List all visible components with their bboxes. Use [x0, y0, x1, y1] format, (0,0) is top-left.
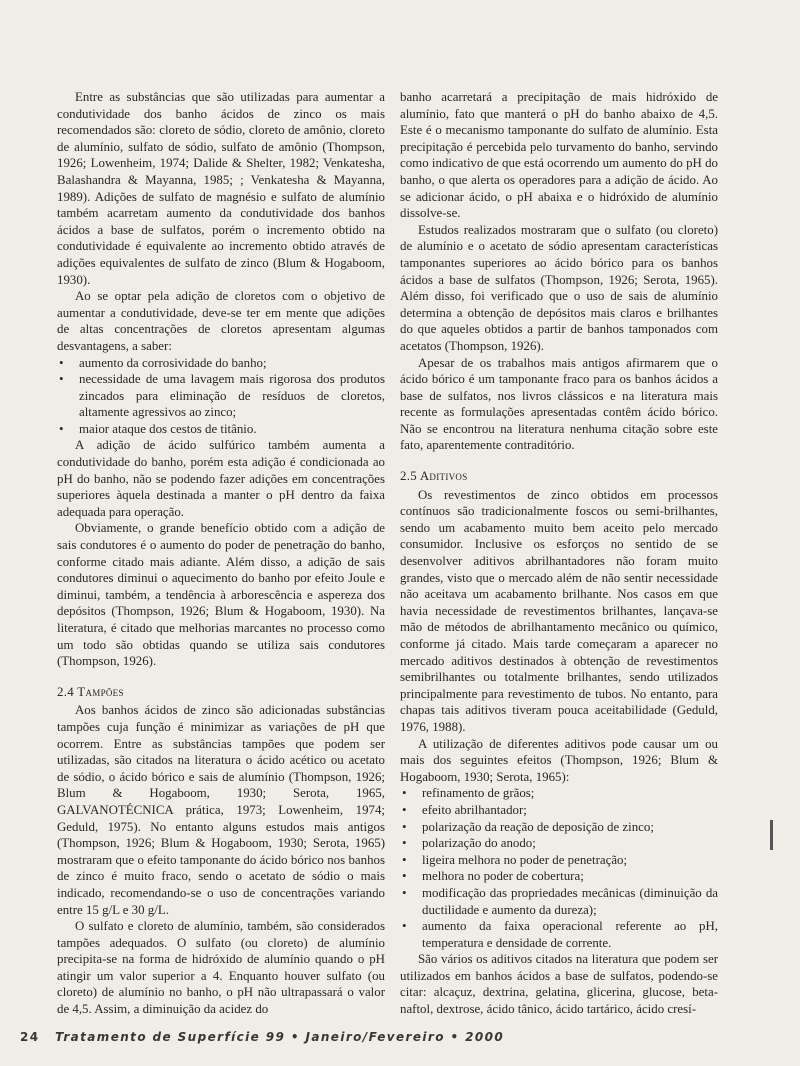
- scan-edge-mark: [770, 820, 773, 850]
- page-number: 24: [20, 1030, 40, 1044]
- page-footer: [20, 1030, 504, 1044]
- paragraph-chloride-addition: Ao se optar pela adição de cloretos com o objetivo de aumentar a condutividade, deve-se ter em mente que adições de altas concentrações de cloretos apresentam algumas desvantagens, a saber:: [57, 289, 385, 353]
- list-item: • efeito abrilhantador;: [400, 802, 718, 819]
- paragraph-conductive-salts-benefit: Obviamente, o grande benefício obtido com a adição de sais condutores é o aumento do poder de penetração do banho, conforme citado mais adiante. Além disso, a adição de sais condutores diminui o aquecimento do banho por efeito Joule e diminui, também, a tendência à arborescência e aspereza dos depósitos (Thompson, 1926; Blum & Hogaboom, 1930). Na literatura, é citado que melhorias marcantes no processo como um todo são obtidas quando se utiliza sais condutores (Thompson, 1926).: [57, 521, 385, 669]
- section-heading-tampoes: 2.4 Tampões: [57, 684, 124, 699]
- paragraph-sulfuric-acid: A adição de ácido sulfúrico também aumenta a condutividade do banho, porém esta adição é condicionada ao pH do banho, não se podendo fazer adições em concentrações superiores àquela destinada a manter o pH dentro da faixa adequada para operação.: [57, 438, 385, 519]
- list-item: • necessidade de uma lavagem mais rigorosa dos produtos zincados para eliminação de resíduos de cloretos, altamente agressivos ao zinco;: [57, 371, 385, 421]
- footer-publication: Tratamento de Superfície 99 • Janeiro/Fevereiro • 2000: [55, 1030, 505, 1044]
- list-item: • maior ataque dos cestos de titânio.: [57, 421, 385, 438]
- paragraph-additive-effects: A utilização de diferentes aditivos pode causar um ou mais dos seguintes efeitos (Thompson, 1926; Blum & Hogaboom, 1930; Serota, 1965):: [400, 736, 718, 784]
- paragraph-conductivity-salts: Entre as substâncias que são utilizadas para aumentar a condutividade dos banho ácidos de zinco os mais recomendados são: cloreto de sódio, cloreto de amônio, cloreto de alumínio, sulfato de sódio, sulfato de amônio (Thompson, 1926; Lowenheim, 1974; Dalide & Shelter, 1982; Venkatesha, Balashandra & Mayanna, 1985; ; Venkatesha & Mayanna, 1989). Adições de sulfato de magnésio e sulfato de alumínio também acarretam aumento da condutividade dos banhos ácidos a base de sulfatos, porém o incremento obtido na condutividade é equivalente ao incremento obtido através de adições equivalentes de sulfato de zinco (Blum & Hogaboom, 1930).: [57, 90, 385, 287]
- list-item: • aumento da faixa operacional referente ao pH, temperatura e densidade de corrente.: [400, 918, 718, 951]
- list-item: • ligeira melhora no poder de penetração;: [400, 852, 718, 869]
- list-item: • modificação das propriedades mecânicas (diminuição da ductilidade e aumento da dureza);: [400, 885, 718, 918]
- paragraph-aluminum-sulfate: O sulfato e cloreto de alumínio, também, são considerados tampões adequados. O sulfato (ou cloreto) de alumínio precipita-se na forma de hidróxido de alumínio quando o pH atingir um valor superior a 4. Enquanto houver sulfato (ou cloreto) de alumínio no banho, o pH não ultrapassará o valor de 4,5. Assim, a diminuição da acidez do: [57, 919, 385, 1017]
- paragraph-buffers: Aos banhos ácidos de zinco são adicionadas substâncias tampões cuja função é minimizar as variações de pH que ocorrem. Entre as substâncias tampões que podem ser utilizadas, são citados na literatura o ácido acético ou acetato de sódio, o ácido bórico e sais de alumínio (Thompson, 1926; Blum & Hogaboom, 1930; Serota, 1965, GALVANOTÉCNICA prática, 1973; Lowenheim, 1974; Geduld, 1975). No entanto alguns estudos mais antigos (Thompson, 1926; Blum & Hogaboom, 1930; Serota, 1965) mostraram que o efeito tamponante do ácido bórico nos banhos de zinco é muito fraco, sendo o acetato de sódio o mais indicado, recomendando-se o uso de concentrações variando entre 15 g/L e 30 g/L.: [57, 703, 385, 917]
- right-column: [400, 89, 718, 1018]
- list-item: • refinamento de grãos;: [400, 785, 718, 802]
- paragraph-continuation: banho acarretará a precipitação de mais hidróxido de alumínio, fato que manterá o pH do banho abaixo de 4,5. Este é o mecanismo tamponante do sulfato de alumínio. Esta precipitação é percebida pelo turvamento do banho, servindo como indicativo de que está ocorrendo um aumento do pH do banho, o que alerta os operadores para a adição de ácido. Ao se adicionar ácido, o pH abaixa e o hidróxido de alumínio dissolve-se.: [400, 90, 718, 221]
- paragraph-boric-acid: Apesar de os trabalhos mais antigos afirmarem que o ácido bórico é um tamponante fraco para os banhos ácidos a base de sulfatos, nos livros clássicos e na literatura mais recente as formulações apresentadas contêm ácido bórico. Não se encontrou na literatura nenhuma citação sobre este fato, aparentemente contraditório.: [400, 355, 718, 453]
- chloride-disadvantages-list: [57, 355, 385, 438]
- list-item: • melhora no poder de cobertura;: [400, 868, 718, 885]
- list-item: • polarização da reação de deposição de zinco;: [400, 819, 718, 836]
- section-heading-aditivos: 2.5 Aditivos: [400, 469, 468, 484]
- list-item: • aumento da corrosividade do banho;: [57, 355, 385, 372]
- paragraph-studies: Estudos realizados mostraram que o sulfato (ou cloreto) de alumínio e o acetato de sódio apresentam características tamponantes superiores ao ácido bórico para os banhos ácidos a base de sulfatos (Thompson, 1926; Serota, 1965). Além disso, foi verificado que o uso de sais de alumínio determina a obtenção de depósitos mais claros e brilhantes do que aqueles obtidos a partir de banhos tamponados com acetatos (Thompson, 1926).: [400, 222, 718, 353]
- list-item: • polarização do anodo;: [400, 835, 718, 852]
- additive-effects-list: [400, 785, 718, 951]
- left-column: [57, 89, 385, 1018]
- paragraph-additive-names: São vários os aditivos citados na literatura que podem ser utilizados em banhos ácidos a base de sulfatos, podendo-se citar: alcaçuz, dextrina, gelatina, glicerina, glucose, beta-naftol, dextrose, ácido tânico, ácido tartárico, ácido cresí-: [400, 952, 718, 1017]
- paragraph-zinc-coatings: Os revestimentos de zinco obtidos em processos contínuos são tradicionalmente foscos ou semi-brilhantes, sendo um acabamento muito bem aceito pelo mercado consumidor. Inclusive os esforços no sentido de se desenvolver aditivos abrilhantadores não foram muito grandes, visto que o mercado além de não sentir necessidade não aceitava um acabamento brilhante. Nos casos em que havia necessidade de revestimentos brilhantes, lançava-se mão de métodos de abrilhantamento mecânico ou químico, conforme já citado. Mais tarde começaram a aparecer no mercado aditivos destinados à obtenção de revestimentos semibrilhantes ou totalmente brilhantes, sendo utilizados principalmente para revestimento de tubos. No entanto, para chapas tais aditivos tiveram pouca aceitabilidade (Geduld, 1976, 1988).: [400, 487, 718, 734]
